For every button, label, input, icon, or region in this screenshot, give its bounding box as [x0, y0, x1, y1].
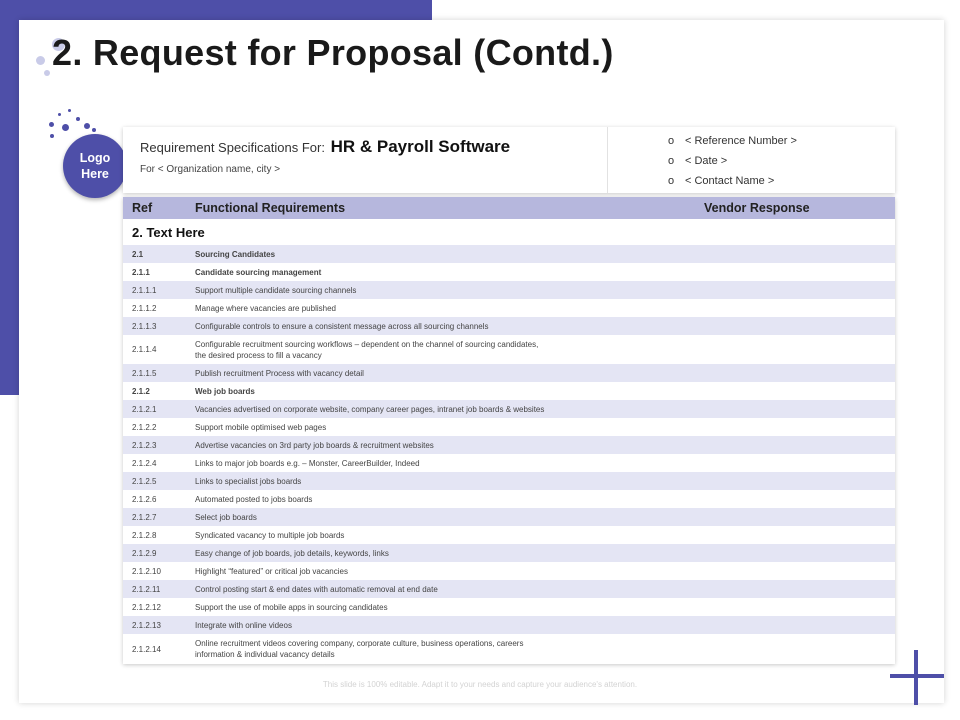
- table-row: [123, 382, 895, 400]
- ref-cell: 2.1.2.11: [123, 580, 195, 598]
- ref-cell: 2.1.2.10: [132, 566, 161, 576]
- requirement-text: Easy change of job boards, job details, keywords, links: [195, 548, 389, 558]
- footer-note: This slide is 100% editable. Adapt it to your needs and capture your audience's attention.: [322, 680, 638, 689]
- table-row: [123, 400, 895, 418]
- ref-cell: 2.1.1.3: [123, 317, 195, 335]
- requirement-text: Sourcing Candidates: [195, 249, 276, 259]
- requirement-text: Integrate with online videos: [195, 620, 292, 630]
- table-row: [123, 544, 895, 562]
- requirement-text: Links to specialist jobs boards: [195, 476, 302, 486]
- logo-placeholder: [63, 134, 127, 198]
- requirement-cell: [195, 299, 697, 317]
- vendor-response-cell[interactable]: [697, 508, 895, 526]
- requirement-cell: [195, 526, 697, 544]
- table-row: [123, 454, 895, 472]
- table-row: [123, 526, 895, 544]
- bullet-icon: o: [668, 155, 675, 167]
- page-title: 2. Request for Proposal (Contd.): [52, 32, 614, 73]
- vendor-response-cell[interactable]: [697, 335, 895, 364]
- table-row: [123, 472, 895, 490]
- bullet-icon: o: [668, 135, 675, 147]
- requirement-cell: [195, 335, 697, 364]
- requirement-cell: [195, 364, 697, 382]
- section-title: 2. Text Here: [132, 224, 205, 240]
- requirement-text: Support the use of mobile apps in sourcing candidates: [195, 602, 388, 612]
- requirement-text: Configurable controls to ensure a consistent message across all sourcing channels: [195, 321, 489, 331]
- column-header-vendor: Vendor Response: [697, 197, 895, 219]
- requirement-cell: [195, 281, 697, 299]
- requirement-cell: [195, 544, 697, 562]
- requirement-cell: [195, 580, 697, 598]
- table-row: [123, 335, 895, 364]
- bullet-icon: o: [668, 175, 675, 187]
- vendor-response-cell[interactable]: [697, 299, 895, 317]
- requirement-value: HR & Payroll Software: [330, 137, 511, 156]
- requirement-label: Requirement Specifications For:: [140, 140, 325, 155]
- requirement-cell: [195, 317, 697, 335]
- requirement-text-continued: the desired process to fill a vacancy: [195, 350, 322, 360]
- vendor-response-cell[interactable]: [697, 400, 895, 418]
- ref-cell: 2.1.2.2: [132, 422, 157, 432]
- vendor-response-cell[interactable]: [697, 562, 895, 580]
- requirement-text: Links to major job boards e.g. – Monster, CareerBuilder, Indeed: [195, 458, 420, 468]
- requirement-cell: [195, 418, 697, 436]
- table-row: [123, 299, 895, 317]
- ref-cell: 2.1.2: [132, 386, 150, 396]
- ref-cell: 2.1.2.3: [123, 436, 195, 454]
- requirement-cell: [195, 490, 697, 508]
- requirement-cell: [195, 400, 697, 418]
- table-row: [123, 508, 895, 526]
- requirement-info: [140, 135, 510, 175]
- requirement-cell: [195, 263, 697, 281]
- requirement-cell: [195, 508, 697, 526]
- requirement-cell: [195, 562, 697, 580]
- ref-cell: 2.1.2.7: [123, 508, 195, 526]
- column-header-functional: Functional Requirements: [195, 197, 697, 219]
- section-title-row: [123, 219, 895, 245]
- table-row: [123, 598, 895, 616]
- reference-number-item: o < Reference Number >: [668, 131, 797, 151]
- vendor-response-cell[interactable]: [697, 526, 895, 544]
- ref-cell: 2.1.2.14: [132, 644, 161, 654]
- requirements-table-wrapper: [123, 197, 895, 664]
- requirement-text: Vacancies advertised on corporate website, company career pages, intranet job boards & websites: [195, 404, 545, 414]
- rfp-header-box: [123, 127, 895, 193]
- requirement-cell: [195, 382, 697, 400]
- requirement-text: Configurable recruitment sourcing workflows – dependent on the channel of sourcing candidates,: [195, 339, 539, 349]
- plus-decoration-horizontal: [890, 674, 944, 678]
- vendor-response-cell[interactable]: [697, 454, 895, 472]
- table-row: [123, 245, 895, 263]
- ref-cell: 2.1.2.5: [123, 472, 195, 490]
- requirement-text: Automated posted to jobs boards: [195, 494, 313, 504]
- vendor-response-cell[interactable]: [697, 245, 895, 263]
- table-row: [123, 562, 895, 580]
- table-header-row: [123, 197, 895, 219]
- requirement-text: Publish recruitment Process with vacancy detail: [195, 368, 364, 378]
- requirement-text: Highlight “featured” or critical job vacancies: [195, 566, 348, 576]
- logo-line-2: Here: [81, 167, 109, 181]
- column-header-ref: Ref: [123, 197, 195, 219]
- vendor-response-cell[interactable]: [697, 580, 895, 598]
- requirement-text: Online recruitment videos covering company, corporate culture, business operations, careers: [195, 639, 524, 648]
- ref-cell: 2.1.2.6: [132, 494, 157, 504]
- logo-line-1: Logo: [79, 151, 111, 165]
- table-row: [123, 436, 895, 454]
- vendor-response-cell[interactable]: [697, 472, 895, 490]
- requirement-text: Advertise vacancies on 3rd party job boards & recruitment websites: [195, 440, 434, 450]
- requirement-cell: [195, 454, 697, 472]
- vendor-response-cell[interactable]: [697, 616, 895, 634]
- requirement-cell: [195, 436, 697, 454]
- requirement-text: Select job boards: [195, 512, 257, 522]
- vendor-response-cell[interactable]: [697, 634, 895, 664]
- ref-cell: 2.1: [123, 245, 195, 263]
- requirement-cell: [195, 598, 697, 616]
- table-row: [123, 263, 895, 281]
- table-row: [123, 616, 895, 634]
- requirement-cell: [195, 616, 697, 634]
- requirement-text: Syndicated vacancy to multiple job boards: [195, 530, 345, 540]
- ref-cell: 2.1.1.2: [132, 303, 157, 313]
- table-row: [123, 490, 895, 508]
- requirements-table: [123, 197, 895, 664]
- ref-cell: 2.1.1: [132, 267, 150, 277]
- requirement-text: Manage where vacancies are published: [195, 303, 336, 313]
- vendor-response-cell[interactable]: [697, 364, 895, 382]
- reference-list: [668, 131, 797, 191]
- table-row: [123, 317, 895, 335]
- ref-cell: 2.1.2.8: [132, 530, 157, 540]
- requirement-text: Web job boards: [195, 386, 255, 396]
- vendor-response-cell[interactable]: [697, 544, 895, 562]
- vendor-response-cell[interactable]: [697, 281, 895, 299]
- ref-cell: 2.1.2.12: [132, 602, 161, 612]
- vendor-response-cell[interactable]: [697, 317, 895, 335]
- table-row: [123, 634, 895, 664]
- organization-line: For < Organization name, city >: [140, 164, 281, 175]
- requirement-text: Support mobile optimised web pages: [195, 422, 327, 432]
- vendor-response-cell[interactable]: [697, 382, 895, 400]
- ref-cell: 2.1.1.5: [123, 364, 195, 382]
- requirement-cell: [195, 245, 697, 263]
- vendor-response-cell[interactable]: [697, 418, 895, 436]
- header-divider: [607, 127, 608, 193]
- vendor-response-cell[interactable]: [697, 490, 895, 508]
- table-row: [123, 364, 895, 382]
- contact-name-item: o < Contact Name >: [668, 171, 797, 191]
- requirement-cell: [195, 634, 697, 664]
- ref-cell: 2.1.2.9: [123, 544, 195, 562]
- vendor-response-cell[interactable]: [697, 598, 895, 616]
- vendor-response-cell[interactable]: [697, 436, 895, 454]
- table-row: [123, 418, 895, 436]
- table-row: [123, 281, 895, 299]
- requirement-cell: [195, 472, 697, 490]
- requirement-text-continued: information & individual vacancy details: [195, 650, 335, 659]
- ref-cell: 2.1.2.13: [123, 616, 195, 634]
- ref-cell: 2.1.1.4: [132, 345, 157, 354]
- table-row: [123, 580, 895, 598]
- requirement-text: Support multiple candidate sourcing channels: [195, 285, 357, 295]
- requirement-text: Control posting start & end dates with automatic removal at end date: [195, 584, 438, 594]
- vendor-response-cell[interactable]: [697, 263, 895, 281]
- ref-cell: 2.1.2.4: [132, 458, 157, 468]
- ref-cell: 2.1.2.1: [123, 400, 195, 418]
- requirement-text: Candidate sourcing management: [195, 267, 322, 277]
- ref-cell: 2.1.1.1: [123, 281, 195, 299]
- date-item: o < Date >: [668, 151, 797, 171]
